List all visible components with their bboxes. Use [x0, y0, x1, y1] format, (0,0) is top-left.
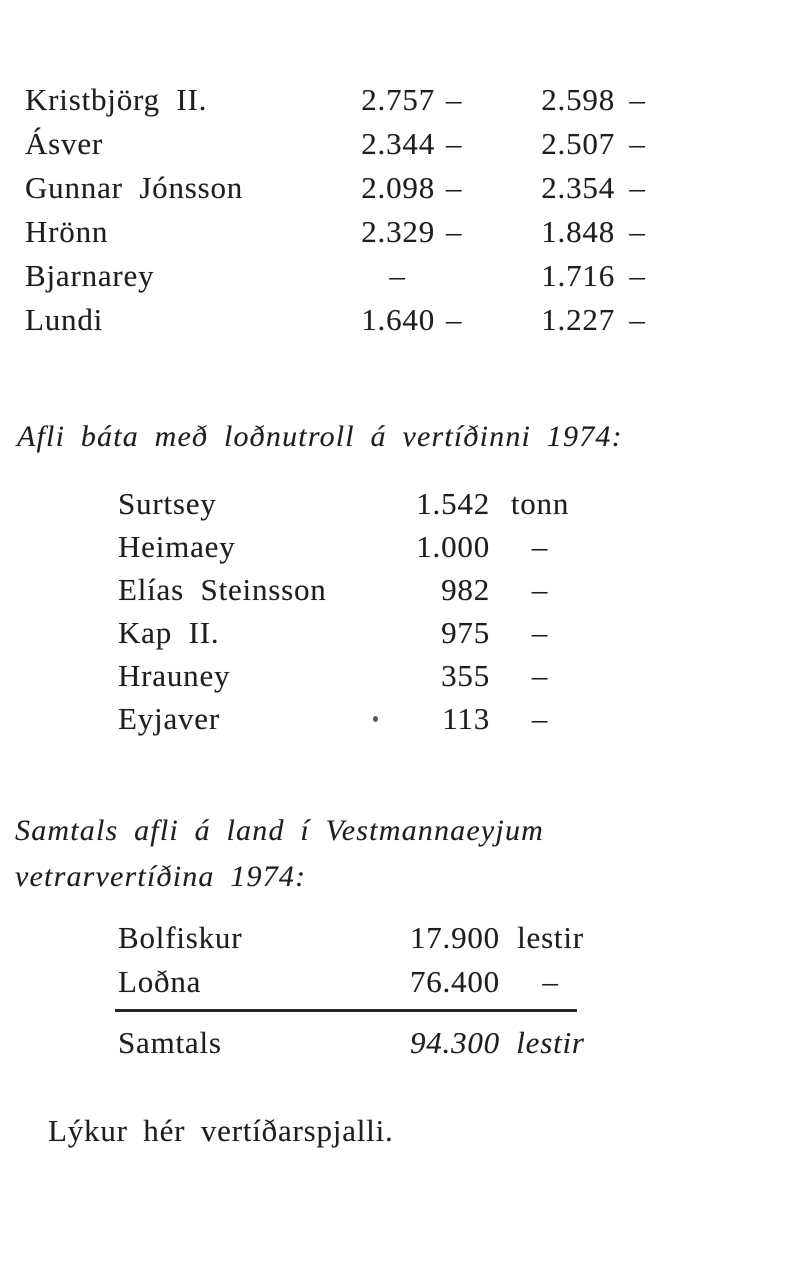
- table-row: [118, 611, 800, 654]
- season-totals-table: [0, 916, 800, 1004]
- unit-label: tonn: [510, 486, 570, 521]
- catch-value-col1: 2.344: [361, 126, 435, 161]
- catch-value-col2: 1.227: [541, 302, 615, 337]
- table-row: [118, 525, 800, 568]
- table-row: [118, 1021, 800, 1065]
- ditto-dash: –: [445, 302, 463, 337]
- ditto-dash: [435, 254, 473, 298]
- boat-name: Eyjaver: [118, 701, 220, 736]
- boat-name: Kristbjörg II.: [25, 82, 208, 117]
- catch-value-col2: 2.507: [541, 126, 615, 161]
- catch-value-col1: 2.757: [361, 82, 435, 117]
- unit-label: lestir: [517, 920, 584, 955]
- catch-value-col2: 1.848: [541, 214, 615, 249]
- table-row: [118, 697, 800, 740]
- catch-value: 975: [441, 615, 490, 650]
- table-row: [25, 122, 800, 166]
- boat-name: Gunnar Jónsson: [25, 170, 244, 205]
- boat-name: Kap II.: [118, 615, 220, 650]
- table-row: [118, 482, 800, 525]
- table-row: [118, 568, 800, 611]
- ditto-dash: –: [531, 658, 549, 693]
- ditto-dash: –: [445, 126, 463, 161]
- ditto-dash: –: [629, 170, 646, 205]
- closing-line: Lýkur hér vertíðarspjalli.: [48, 1113, 394, 1148]
- ditto-dash: –: [445, 170, 463, 205]
- table-row: [25, 254, 800, 298]
- category-name: Bolfiskur: [118, 920, 243, 955]
- catch-value-col1: –: [389, 258, 406, 293]
- boat-name: Heimaey: [118, 529, 236, 564]
- ditto-dash: –: [629, 214, 646, 249]
- catch-value: 113: [442, 701, 490, 736]
- unit-label: lestir: [516, 1025, 585, 1060]
- catch-value-col1: 2.098: [361, 170, 435, 205]
- section-heading-lodnutroll: Afli báta með loðnutroll á vertíðinni 1974:: [17, 420, 623, 453]
- total-label: Samtals: [118, 1025, 222, 1060]
- totals-sum-rule: [115, 1009, 577, 1012]
- table-row: [25, 166, 800, 210]
- ditto-dash: –: [531, 529, 549, 564]
- table-row: [25, 78, 800, 122]
- table-row: [118, 654, 800, 697]
- grand-total-row: [0, 1021, 800, 1065]
- catch-value: 1.000: [416, 529, 490, 564]
- scanned-book-page: [0, 78, 800, 1271]
- catch-value: 355: [441, 658, 490, 693]
- boat-name: Lundi: [25, 302, 104, 337]
- section-heading-totals: [15, 808, 635, 900]
- total-value: 76.400: [409, 964, 500, 999]
- ditto-dash: –: [629, 302, 646, 337]
- table-row: [25, 298, 800, 342]
- catch-value-col2: 2.598: [541, 82, 615, 117]
- table-row: [25, 210, 800, 254]
- boat-name: Hrauney: [118, 658, 231, 693]
- scan-speck: [373, 716, 378, 722]
- catch-value-col1: 1.640: [361, 302, 435, 337]
- boat-name: Elías Steinsson: [118, 572, 327, 607]
- table-row: [118, 916, 800, 960]
- ditto-dash: –: [629, 82, 646, 117]
- ditto-dash: –: [531, 701, 549, 736]
- heading-line-2: vetrarvertíðina 1974:: [15, 860, 307, 893]
- ditto-dash: –: [445, 214, 463, 249]
- catch-value: 982: [441, 572, 490, 607]
- category-name: Loðna: [118, 964, 202, 999]
- boat-name: Ásver: [25, 126, 104, 161]
- catch-value-col1: 2.329: [361, 214, 435, 249]
- boat-name: Bjarnarey: [25, 258, 155, 293]
- catch-value: 1.542: [416, 486, 490, 521]
- heading-line-1: Samtals afli á land í Vestmannaeyjum: [15, 814, 545, 847]
- total-value: 17.900: [409, 920, 500, 955]
- ditto-dash: –: [445, 82, 463, 117]
- ditto-dash: –: [531, 572, 549, 607]
- ditto-dash: –: [629, 258, 646, 293]
- catch-value-col2: 1.716: [541, 258, 615, 293]
- fleet-catch-table: [0, 78, 800, 342]
- boat-name: Hrönn: [25, 214, 109, 249]
- ditto-dash: –: [542, 964, 559, 999]
- ditto-dash: –: [531, 615, 549, 650]
- boat-name: Surtsey: [118, 486, 217, 521]
- ditto-dash: –: [629, 126, 646, 161]
- catch-value-col2: 2.354: [541, 170, 615, 205]
- table-row: [118, 960, 800, 1004]
- lodnutroll-catch-table: [0, 482, 800, 740]
- grand-total-value: 94.300: [409, 1025, 500, 1060]
